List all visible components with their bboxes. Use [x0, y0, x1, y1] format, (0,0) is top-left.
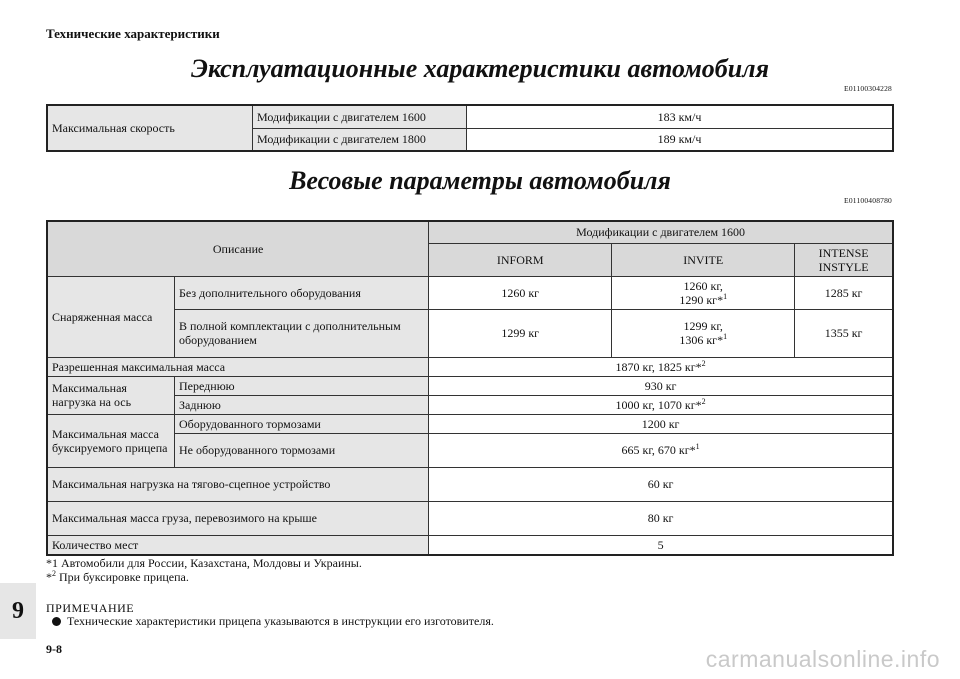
trailer-unbraked-label: Не оборудованного тормозами: [175, 433, 429, 467]
curb-no-options-intense: 1285 кг: [795, 276, 893, 309]
note-text: Технические характеристики прицепа указываются в инструкции его изготовителя.: [67, 614, 494, 628]
roof-load-value: 80 кг: [429, 501, 893, 535]
performance-table: [46, 104, 894, 152]
curb-no-options-inform: 1260 кг: [429, 276, 612, 309]
curb-full-options-label: В полной комплектации с дополнительным оборудованием: [175, 309, 429, 357]
col-mod-1600-header: Модификации с двигателем 1600: [429, 221, 893, 243]
note-heading: ПРИМЕЧАНИЕ: [46, 601, 135, 615]
speed-1800-value: 189 км/ч: [467, 128, 894, 151]
trailer-braked-value: 1200 кг: [429, 414, 893, 433]
hitch-load-label: Максимальная нагрузка на тягово-сцепное устройство: [47, 467, 429, 501]
axle-front-value: 930 кг: [429, 376, 893, 395]
trailer-mass-label: Максимальная масса буксируемого прицепа: [47, 414, 175, 467]
note-item: [52, 614, 494, 629]
trailer-unbraked-value: 665 кг, 670 кг*$^1$: [429, 433, 893, 467]
curb-full-options-invite: 1299 кг, 1306 кг*$^1$: [612, 309, 795, 357]
section-title-performance: Эксплуатационные характеристики автомобиля: [191, 54, 769, 83]
speed-1600-value: 183 км/ч: [467, 105, 894, 128]
hitch-load-value: 60 кг: [429, 467, 893, 501]
chapter-tab: 9: [0, 583, 36, 639]
page-header: Технические характеристики: [46, 26, 220, 41]
roof-load-label: Максимальная масса груза, перевозимого на крыше: [47, 501, 429, 535]
axle-rear-value: 1000 кг, 1070 кг*$^2$: [429, 395, 893, 414]
curb-no-options-label: Без дополнительного оборудования: [175, 276, 429, 309]
trailer-braked-label: Оборудованного тормозами: [175, 414, 429, 433]
watermark: carmanualsonline.info: [705, 646, 940, 672]
col-intense-header: INTENSE INSTYLE: [795, 243, 893, 276]
axle-rear-label: Заднюю: [175, 395, 429, 414]
curb-weight-label: Снаряженная масса: [47, 276, 175, 357]
section-code-performance: E01100304228: [844, 84, 892, 93]
section-title-weight: Весовые параметры автомобиля: [289, 166, 671, 195]
axle-load-label: Максимальная нагрузка на ось: [47, 376, 175, 414]
seats-label: Количество мест: [47, 535, 429, 555]
curb-full-options-inform: 1299 кг: [429, 309, 612, 357]
mod-1800-label: Модификации с двигателем 1800: [253, 128, 467, 151]
max-speed-label: Максимальная скорость: [47, 105, 253, 151]
axle-front-label: Переднюю: [175, 376, 429, 395]
section-code-weight: E01100408780: [844, 196, 892, 205]
footnote-2: *$^2$ При буксировке прицепа.: [46, 569, 189, 584]
mod-1600-label: Модификации с двигателем 1600: [253, 105, 467, 128]
page-number: 9-8: [46, 642, 62, 656]
curb-full-options-intense: 1355 кг: [795, 309, 893, 357]
gross-weight-label: Разрешенная максимальная масса: [47, 357, 429, 376]
bullet-icon: [52, 617, 61, 626]
curb-no-options-invite: 1260 кг, 1290 кг*$^1$: [612, 276, 795, 309]
col-inform-header: INFORM: [429, 243, 612, 276]
weight-table: [46, 220, 894, 556]
seats-value: 5: [429, 535, 893, 555]
col-description-header: Описание: [47, 221, 429, 276]
footnote-1: *1 Автомобили для России, Казахстана, Молдовы и Украины.: [46, 556, 362, 570]
col-invite-header: INVITE: [612, 243, 795, 276]
gross-weight-value: 1870 кг, 1825 кг*$^2$: [429, 357, 893, 376]
